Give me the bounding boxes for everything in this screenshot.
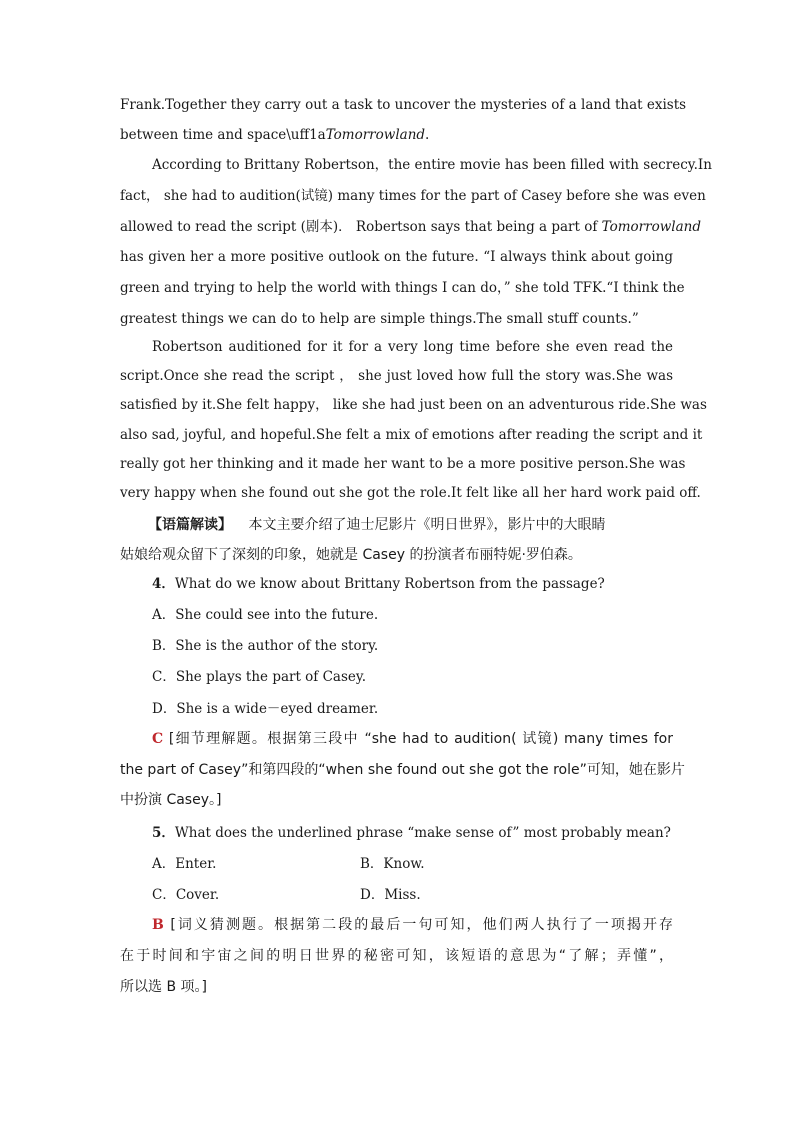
option-letter: A． xyxy=(152,856,176,872)
option-letter: B． xyxy=(152,638,176,654)
movie-title: Tomorrowland xyxy=(601,218,701,235)
question-4-explanation xyxy=(120,724,685,816)
answer-letter: C xyxy=(152,731,164,747)
question-text: What does the underlined phrase “make sense of” most probably mean? xyxy=(174,825,671,841)
question-4-stem xyxy=(152,574,605,594)
question-5-option-c xyxy=(152,885,219,905)
text-line: allowed to read the script (剧本)． Robertson says that being a part of Tomorrowland xyxy=(120,218,701,235)
option-letter: C． xyxy=(152,887,176,903)
option-letter: D． xyxy=(360,887,385,903)
text-line: the part of Casey”和第四段的“when she found out she got the role”可知，她在影片 xyxy=(120,761,685,778)
text-line: script.Once she read the script ， she just loved how full the story was.She was xyxy=(120,368,673,385)
question-number: 5． xyxy=(152,825,175,841)
text-line: 中扮演 Casey。] xyxy=(120,792,222,808)
question-4-option-a xyxy=(152,605,378,625)
text-line: Robertson auditioned for it for a very long time before she even read the xyxy=(152,339,673,355)
text-line: 在于时间和宇宙之间的明日世界的秘密可知，该短语的意思为“了解；弄懂”， xyxy=(120,948,673,964)
option-letter: C． xyxy=(152,669,176,685)
text-line: fact， she had to audition(试镜) many times for the part of Casey before she was even xyxy=(120,187,706,204)
option-letter: B． xyxy=(360,856,384,872)
question-number: 4． xyxy=(152,576,175,592)
explanation-text: [细节理解题。根据第三段中 “she had to audition( 试镜) many times for xyxy=(163,731,673,747)
option-text: Enter. xyxy=(175,856,217,872)
text-line: 姑娘给观众留下了深刻的印象，她就是 Casey 的扮演者布丽特妮·罗伯森。 xyxy=(120,547,582,563)
option-text: Miss. xyxy=(384,887,421,903)
analysis-label: 【语篇解读】 xyxy=(148,517,232,533)
passage-analysis xyxy=(120,510,673,570)
text-line xyxy=(120,510,673,540)
question-5-option-a xyxy=(152,854,216,874)
text-line: satisfied by it.She felt happy， like she had just been on an adventurous ride.She was xyxy=(120,397,707,414)
question-5-option-b xyxy=(360,854,425,874)
text-line: has given her a more positive outlook on the future. “I always think about going xyxy=(120,249,673,266)
explanation-text: [词义猜测题。根据第二段的最后一句可知，他们两人执行了一项揭开存 xyxy=(163,917,673,933)
text-line: really got her thinking and it made her want to be a more positive person.She was xyxy=(120,455,686,472)
text-line: green and trying to help the world with things I can do，” she told TFK.“I think the xyxy=(120,280,685,297)
text-line xyxy=(120,724,673,755)
option-text: She could see into the future. xyxy=(175,607,379,623)
text-line: very happy when she found out she got the role.It felt like all her hard work paid off. xyxy=(120,485,701,502)
question-text: What do we know about Brittany Robertson from the passage? xyxy=(174,576,605,592)
text-line: Frank.Together they carry out a task to uncover the mysteries of a land that exists xyxy=(120,97,687,113)
analysis-text: 本文主要介绍了迪士尼影片《明日世界》，影片中的大眼睛 xyxy=(248,517,606,533)
text-line: also sad, joyful, and hopeful.She felt a mix of emotions after reading the script and it xyxy=(120,426,703,443)
passage-paragraph-3 xyxy=(120,333,707,508)
question-4-option-c xyxy=(152,667,366,687)
text-line xyxy=(120,910,673,941)
question-5-stem xyxy=(152,823,671,843)
option-text: Know. xyxy=(383,856,425,872)
option-text: She is the author of the story. xyxy=(175,638,379,654)
question-5-option-d xyxy=(360,885,421,905)
option-text: She is a wide－eyed dreamer. xyxy=(176,701,379,717)
text-line: According to Brittany Robertson，the entire movie has been filled with secrecy.In xyxy=(152,157,712,173)
text-line: greatest things we can do to help are simple things.The small stuff counts.” xyxy=(120,310,639,327)
option-letter: A． xyxy=(152,607,176,623)
text-line: between time and space\uff1aTomorrowland. xyxy=(120,126,430,143)
question-5-explanation xyxy=(120,910,673,1003)
option-text: She plays the part of Casey. xyxy=(175,669,367,685)
passage-paragraph-1 xyxy=(120,90,687,149)
option-letter: D． xyxy=(152,701,177,717)
question-4-option-d xyxy=(152,699,378,719)
option-text: Cover. xyxy=(175,887,220,903)
answer-letter: B xyxy=(152,917,164,933)
passage-paragraph-2 xyxy=(120,150,712,335)
text-line: 所以选 B 项。] xyxy=(120,979,207,995)
question-4-option-b xyxy=(152,636,378,656)
